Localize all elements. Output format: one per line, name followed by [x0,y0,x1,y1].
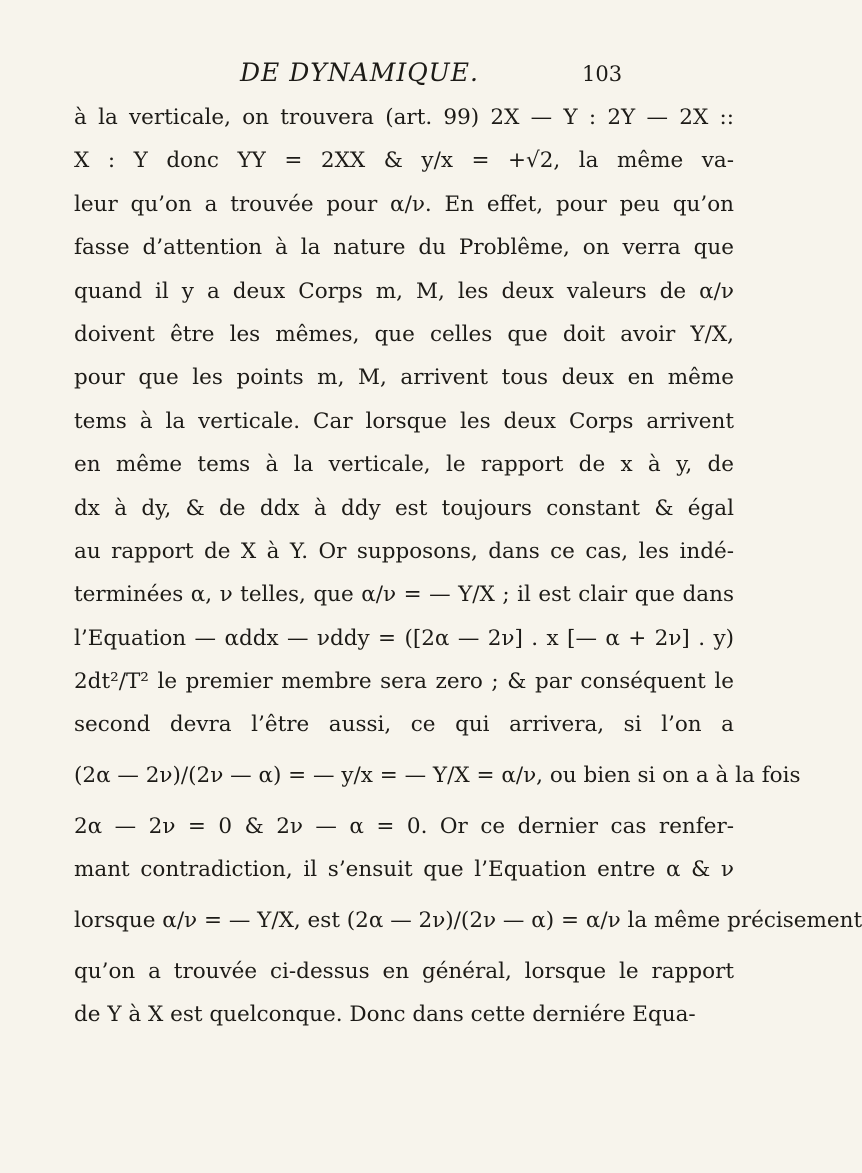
text-line: leur qu’on a trouvée pour α/ν. En effet, pour peu qu’on [74,191,734,217]
text-line: X : Y donc YY = 2XX & y/x = +√2, la même va- [74,148,734,174]
equation-line: lorsque α/ν = — Y/X, est (2α — 2ν)/(2ν — α) = α/ν la même précisement [74,907,862,933]
text-line: en même tems à la verticale, le rapport de x à y, de [74,452,734,478]
page-number: 103 [582,62,623,86]
text-line: mant contradiction, il s’ensuit que l’Equation entre α & ν [74,857,734,883]
text-line: qu’on a trouvée ci-dessus en général, lorsque le rapport [74,958,734,984]
text-line: pour que les points m, M, arrivent tous deux en même [74,365,734,391]
text-line: 2dt²/T² le premier membre sera zero ; & par conséquent le [74,669,734,695]
running-header [0,58,800,98]
text-line: dx à dy, & de ddx à ddy est toujours constant & égal [74,495,734,521]
running-title: DE DYNAMIQUE. [240,58,479,87]
text-line: à la verticale, on trouvera (art. 99) 2X — Y : 2Y — 2X :: [74,105,734,130]
text-line: doivent être les mêmes, que celles que doit avoir Y/X, [74,321,734,347]
equation-line: l’Equation — αddx — νddy = ([2α — 2ν] . x [— α + 2ν] . y) [74,625,734,651]
text-line: quand il y a deux Corps m, M, les deux valeurs de α/ν [74,278,734,304]
text-line: de Y à X est quelconque. Donc dans cette derniére Equa- [74,1002,696,1028]
equation-line: (2α — 2ν)/(2ν — α) = — y/x = — Y/X = α/ν, ou bien si on a à la fois [74,762,801,788]
text-line: au rapport de X à Y. Or supposons, dans ce cas, les indé- [74,538,734,564]
text-line: fasse d’attention à la nature du Problême, on verra que [74,235,734,261]
text-line: terminées α, ν telles, que α/ν = — Y/X ; il est clair que dans [74,582,734,608]
text-line: tems à la verticale. Car lorsque les deux Corps arrivent [74,408,734,434]
text-line: 2α — 2ν = 0 & 2ν — α = 0. Or ce dernier cas renfer- [74,813,734,839]
text-line: second devra l’être aussi, ce qui arrivera, si l’on a [74,712,734,738]
body-text [74,96,862,1036]
